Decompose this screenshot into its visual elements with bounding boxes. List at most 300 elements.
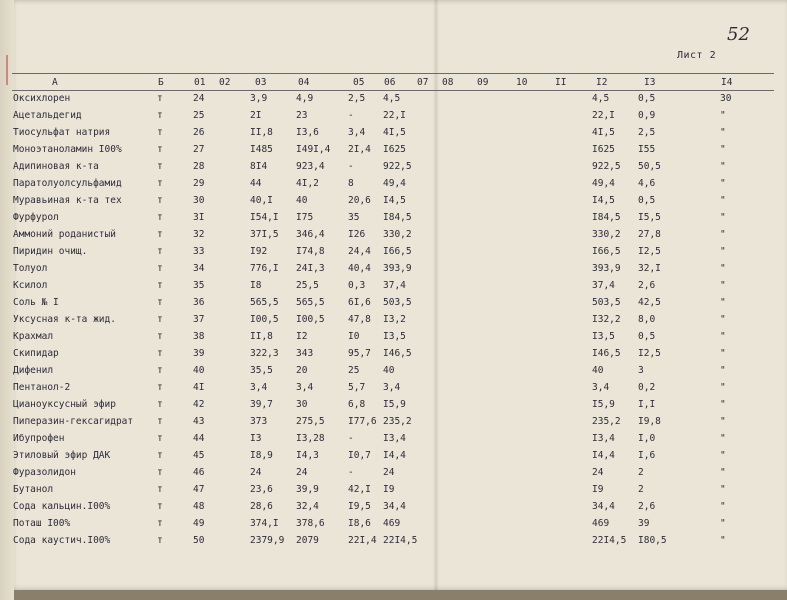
row-unit: т [157, 314, 163, 325]
row-col-04: I75 [296, 212, 314, 223]
row-col-13: I2,5 [638, 348, 661, 359]
row-col-05: I0,7 [348, 450, 371, 461]
row-col-03: 2I [250, 110, 262, 121]
row-col-03: 28,6 [250, 501, 273, 512]
table-row [0, 450, 787, 467]
row-col-14: " [720, 331, 726, 342]
row-col-03: 2379,9 [250, 535, 285, 546]
row-col-05: I0 [348, 331, 360, 342]
row-col-06: 22,I [383, 110, 406, 121]
row-col-12: 330,2 [592, 229, 621, 240]
row-col-13: I9,8 [638, 416, 661, 427]
row-col-13: 2 [638, 484, 644, 495]
row-col-05: 95,7 [348, 348, 371, 359]
row-unit: т [157, 433, 163, 444]
row-col-13: I,0 [638, 433, 656, 444]
row-name: Сода каустич.I00% [13, 535, 111, 546]
row-col-05: 5,7 [348, 382, 366, 393]
row-col-14: 30 [720, 93, 732, 104]
table-row [0, 178, 787, 195]
row-col-14: " [720, 263, 726, 274]
row-code: 47 [193, 484, 205, 495]
row-col-12: I5,9 [592, 399, 615, 410]
row-col-06: I3,4 [383, 433, 406, 444]
row-code: 28 [193, 161, 205, 172]
table-row [0, 93, 787, 110]
row-unit: т [157, 144, 163, 155]
row-col-13: 39 [638, 518, 650, 529]
table-row [0, 416, 787, 433]
table-row [0, 263, 787, 280]
row-col-14: " [720, 467, 726, 478]
row-col-04: 40 [296, 195, 308, 206]
row-name: Ксилол [13, 280, 48, 291]
row-col-13: I,I [638, 399, 656, 410]
header-col-07: 07 [417, 77, 429, 88]
row-unit: т [157, 127, 163, 138]
row-col-06: I4,5 [383, 195, 406, 206]
row-col-06: 503,5 [383, 297, 412, 308]
row-name: Моноэтаноламин I00% [13, 144, 122, 155]
row-col-13: I5,5 [638, 212, 661, 223]
row-col-14: " [720, 246, 726, 257]
row-col-06: I3,2 [383, 314, 406, 325]
table-row [0, 161, 787, 178]
row-unit: т [157, 178, 163, 189]
row-col-03: 37I,5 [250, 229, 279, 240]
row-col-12: 4I,5 [592, 127, 615, 138]
sheet-label: Лист 2 [677, 50, 717, 61]
row-col-05: 8 [348, 178, 354, 189]
row-code: 3I [193, 212, 205, 223]
row-col-05: 0,3 [348, 280, 366, 291]
row-col-05: - [348, 433, 354, 444]
row-unit: т [157, 518, 163, 529]
row-col-03: 44 [250, 178, 262, 189]
row-col-03: II,8 [250, 331, 273, 342]
header-col-03: 03 [255, 77, 267, 88]
table-row [0, 433, 787, 450]
table-row [0, 348, 787, 365]
row-code: 26 [193, 127, 205, 138]
row-col-05: I9,5 [348, 501, 371, 512]
row-col-13: I2,5 [638, 246, 661, 257]
row-col-12: 469 [592, 518, 610, 529]
row-col-12: I4,5 [592, 195, 615, 206]
table-row [0, 399, 787, 416]
row-col-03: I8 [250, 280, 262, 291]
row-col-12: I3,5 [592, 331, 615, 342]
row-col-13: 2 [638, 467, 644, 478]
row-col-04: I49I,4 [296, 144, 331, 155]
row-col-03: II,8 [250, 127, 273, 138]
row-name: Дифенил [13, 365, 54, 376]
row-code: 38 [193, 331, 205, 342]
header-col-06: 06 [384, 77, 396, 88]
header-col-13: I3 [644, 77, 656, 88]
row-unit: т [157, 348, 163, 359]
row-col-04: I74,8 [296, 246, 325, 257]
row-col-06: I66,5 [383, 246, 412, 257]
row-col-14: " [720, 144, 726, 155]
row-col-14: " [720, 314, 726, 325]
table-row [0, 297, 787, 314]
row-unit: т [157, 467, 163, 478]
row-col-03: 8I4 [250, 161, 268, 172]
header-col-01: 01 [194, 77, 206, 88]
table-row [0, 484, 787, 501]
header-col-08: 08 [442, 77, 454, 88]
row-col-04: 2079 [296, 535, 319, 546]
row-col-04: 346,4 [296, 229, 325, 240]
row-col-04: 3,4 [296, 382, 314, 393]
row-col-06: 49,4 [383, 178, 406, 189]
table-row [0, 280, 787, 297]
row-name: Фуразолидон [13, 467, 76, 478]
row-code: 24 [193, 93, 205, 104]
row-col-05: I26 [348, 229, 366, 240]
row-col-05: 6,8 [348, 399, 366, 410]
row-col-12: 22I4,5 [592, 535, 627, 546]
row-col-04: 30 [296, 399, 308, 410]
table-row [0, 535, 787, 552]
row-col-13: 3 [638, 365, 644, 376]
row-col-03: 565,5 [250, 297, 279, 308]
row-col-04: 4,9 [296, 93, 314, 104]
row-unit: т [157, 450, 163, 461]
row-unit: т [157, 399, 163, 410]
row-col-13: 2,5 [638, 127, 656, 138]
row-code: 4I [193, 382, 205, 393]
row-unit: т [157, 365, 163, 376]
row-col-14: " [720, 161, 726, 172]
row-col-04: 343 [296, 348, 314, 359]
row-code: 37 [193, 314, 205, 325]
row-col-06: 3,4 [383, 382, 401, 393]
row-col-04: 39,9 [296, 484, 319, 495]
row-col-04: 4I,2 [296, 178, 319, 189]
row-col-12: 393,9 [592, 263, 621, 274]
handwritten-page-number: 52 [727, 24, 750, 45]
row-col-14: " [720, 535, 726, 546]
row-unit: т [157, 331, 163, 342]
row-unit: т [157, 535, 163, 546]
row-name: Соль № I [13, 297, 59, 308]
row-code: 48 [193, 501, 205, 512]
row-col-14: " [720, 501, 726, 512]
row-col-06: 330,2 [383, 229, 412, 240]
table-row [0, 365, 787, 382]
row-col-06: I5,9 [383, 399, 406, 410]
row-col-05: 20,6 [348, 195, 371, 206]
row-col-14: " [720, 399, 726, 410]
row-unit: т [157, 382, 163, 393]
row-col-03: 373 [250, 416, 268, 427]
row-code: 29 [193, 178, 205, 189]
row-code: 35 [193, 280, 205, 291]
header-col-11: II [555, 77, 567, 88]
header-bottom-rule [12, 90, 774, 91]
row-col-14: " [720, 195, 726, 206]
row-name: Паратолуолсульфамид [13, 178, 122, 189]
row-col-13: 4,6 [638, 178, 656, 189]
row-unit: т [157, 212, 163, 223]
table-row [0, 382, 787, 399]
row-col-12: 24 [592, 467, 604, 478]
row-code: 46 [193, 467, 205, 478]
row-name: Пиридин очищ. [13, 246, 88, 257]
row-code: 49 [193, 518, 205, 529]
row-col-04: I00,5 [296, 314, 325, 325]
row-col-12: I3,4 [592, 433, 615, 444]
row-name: Сода кальцин.I00% [13, 501, 111, 512]
row-name: Фурфурол [13, 212, 59, 223]
row-col-06: I9 [383, 484, 395, 495]
row-col-06: 393,9 [383, 263, 412, 274]
margin-mark [6, 55, 8, 85]
row-col-06: 235,2 [383, 416, 412, 427]
row-col-03: I8,9 [250, 450, 273, 461]
header-col-12: I2 [596, 77, 608, 88]
row-col-06: 4I,5 [383, 127, 406, 138]
row-col-14: " [720, 297, 726, 308]
row-col-05: 2,5 [348, 93, 366, 104]
row-col-06: I4,4 [383, 450, 406, 461]
row-code: 43 [193, 416, 205, 427]
row-name: Бутанол [13, 484, 54, 495]
row-col-13: 2,6 [638, 280, 656, 291]
row-col-03: I3 [250, 433, 262, 444]
row-col-06: I625 [383, 144, 406, 155]
row-col-03: I485 [250, 144, 273, 155]
row-col-04: 20 [296, 365, 308, 376]
row-col-12: I66,5 [592, 246, 621, 257]
row-col-06: I84,5 [383, 212, 412, 223]
row-unit: т [157, 416, 163, 427]
row-col-06: 34,4 [383, 501, 406, 512]
row-col-03: 23,6 [250, 484, 273, 495]
row-col-13: 0,9 [638, 110, 656, 121]
row-name: Аммоний роданистый [13, 229, 116, 240]
header-col-a: А [52, 77, 58, 88]
row-col-06: I46,5 [383, 348, 412, 359]
row-unit: т [157, 484, 163, 495]
header-col-09: 09 [477, 77, 489, 88]
row-code: 30 [193, 195, 205, 206]
row-col-13: 2,6 [638, 501, 656, 512]
row-col-14: " [720, 127, 726, 138]
row-col-06: 40 [383, 365, 395, 376]
row-col-13: 32,I [638, 263, 661, 274]
row-name: Толуол [13, 263, 48, 274]
row-col-03: 24 [250, 467, 262, 478]
row-col-12: 49,4 [592, 178, 615, 189]
row-col-06: 4,5 [383, 93, 401, 104]
row-col-03: 3,4 [250, 382, 268, 393]
row-code: 32 [193, 229, 205, 240]
row-col-06: 469 [383, 518, 401, 529]
header-col-05: 05 [353, 77, 365, 88]
row-name: Адипиновая к-та [13, 161, 99, 172]
header-col-14: I4 [721, 77, 733, 88]
row-col-12: I4,4 [592, 450, 615, 461]
row-col-04: I3,28 [296, 433, 325, 444]
row-col-12: 235,2 [592, 416, 621, 427]
row-col-12: 4,5 [592, 93, 610, 104]
table-row [0, 144, 787, 161]
table-row [0, 501, 787, 518]
row-name: Этиловый эфир ДАК [13, 450, 111, 461]
row-col-12: 40 [592, 365, 604, 376]
row-code: 50 [193, 535, 205, 546]
row-col-03: 776,I [250, 263, 279, 274]
row-col-14: " [720, 280, 726, 291]
row-col-12: I32,2 [592, 314, 621, 325]
row-col-04: 25,5 [296, 280, 319, 291]
row-col-04: 378,6 [296, 518, 325, 529]
row-unit: т [157, 280, 163, 291]
row-col-13: 0,5 [638, 93, 656, 104]
row-code: 25 [193, 110, 205, 121]
row-col-05: 2I,4 [348, 144, 371, 155]
row-name: Уксусная к-та жид. [13, 314, 116, 325]
table-row [0, 195, 787, 212]
table-row [0, 212, 787, 229]
row-col-05: 25 [348, 365, 360, 376]
row-code: 27 [193, 144, 205, 155]
row-unit: т [157, 501, 163, 512]
row-code: 42 [193, 399, 205, 410]
row-name: Ацетальдегид [13, 110, 82, 121]
header-col-02: 02 [219, 77, 231, 88]
row-name: Пентанол-2 [13, 382, 71, 393]
row-name: Скипидар [13, 348, 59, 359]
row-col-04: I3,6 [296, 127, 319, 138]
row-unit: т [157, 161, 163, 172]
row-unit: т [157, 229, 163, 240]
header-col-10: 10 [516, 77, 528, 88]
table-row [0, 127, 787, 144]
row-col-04: I4,3 [296, 450, 319, 461]
table-row [0, 314, 787, 331]
row-col-14: " [720, 450, 726, 461]
row-col-05: - [348, 110, 354, 121]
row-col-12: 503,5 [592, 297, 621, 308]
row-col-04: I2 [296, 331, 308, 342]
row-code: 34 [193, 263, 205, 274]
row-name: Пиперазин-гексагидрат [13, 416, 134, 427]
row-col-13: 50,5 [638, 161, 661, 172]
row-unit: т [157, 93, 163, 104]
row-code: 44 [193, 433, 205, 444]
row-col-03: 3,9 [250, 93, 268, 104]
header-top-rule [12, 73, 774, 74]
row-col-12: I84,5 [592, 212, 621, 223]
row-col-05: 42,I [348, 484, 371, 495]
row-col-14: " [720, 433, 726, 444]
row-col-13: 0,5 [638, 331, 656, 342]
table-row [0, 518, 787, 535]
row-unit: т [157, 297, 163, 308]
row-code: 40 [193, 365, 205, 376]
row-col-06: 22I4,5 [383, 535, 418, 546]
row-col-14: " [720, 382, 726, 393]
row-col-04: 275,5 [296, 416, 325, 427]
row-col-13: 0,5 [638, 195, 656, 206]
row-name: Ибупрофен [13, 433, 65, 444]
row-col-05: - [348, 161, 354, 172]
row-col-05: I8,6 [348, 518, 371, 529]
row-unit: т [157, 246, 163, 257]
row-name: Оксихлорен [13, 93, 71, 104]
row-col-05: - [348, 467, 354, 478]
row-col-05: 47,8 [348, 314, 371, 325]
row-col-12: 22,I [592, 110, 615, 121]
row-col-03: 35,5 [250, 365, 273, 376]
row-col-04: 24I,3 [296, 263, 325, 274]
row-col-05: I77,6 [348, 416, 377, 427]
row-col-03: I00,5 [250, 314, 279, 325]
row-unit: т [157, 195, 163, 206]
row-col-12: 34,4 [592, 501, 615, 512]
row-col-14: " [720, 416, 726, 427]
row-col-13: 8,0 [638, 314, 656, 325]
header-col-04: 04 [298, 77, 310, 88]
row-col-03: 374,I [250, 518, 279, 529]
row-col-03: I54,I [250, 212, 279, 223]
row-name: Крахмал [13, 331, 54, 342]
row-col-13: I,6 [638, 450, 656, 461]
row-unit: т [157, 110, 163, 121]
row-code: 36 [193, 297, 205, 308]
row-col-04: 23 [296, 110, 308, 121]
row-col-06: 24 [383, 467, 395, 478]
row-name: Цианоуксусный эфир [13, 399, 116, 410]
row-col-13: I80,5 [638, 535, 667, 546]
row-col-13: I55 [638, 144, 656, 155]
row-col-12: 37,4 [592, 280, 615, 291]
table-row [0, 467, 787, 484]
row-col-12: I625 [592, 144, 615, 155]
row-col-06: 922,5 [383, 161, 412, 172]
row-col-14: " [720, 178, 726, 189]
row-col-04: 565,5 [296, 297, 325, 308]
row-col-04: 32,4 [296, 501, 319, 512]
row-name: Муравьиная к-та тех [13, 195, 122, 206]
row-col-05: 24,4 [348, 246, 371, 257]
row-name: Тиосульфат натрия [13, 127, 111, 138]
row-col-03: 39,7 [250, 399, 273, 410]
table-row [0, 331, 787, 348]
row-col-14: " [720, 229, 726, 240]
row-col-13: 0,2 [638, 382, 656, 393]
row-col-12: I9 [592, 484, 604, 495]
row-col-03: 40,I [250, 195, 273, 206]
row-code: 39 [193, 348, 205, 359]
row-col-12: 3,4 [592, 382, 610, 393]
table-row [0, 110, 787, 127]
row-col-06: I3,5 [383, 331, 406, 342]
row-name: Поташ I00% [13, 518, 71, 529]
row-col-14: " [720, 348, 726, 359]
table-row [0, 229, 787, 246]
table-row [0, 246, 787, 263]
row-col-03: I92 [250, 246, 268, 257]
row-unit: т [157, 263, 163, 274]
row-col-05: 35 [348, 212, 360, 223]
row-col-12: 922,5 [592, 161, 621, 172]
row-col-04: 24 [296, 467, 308, 478]
